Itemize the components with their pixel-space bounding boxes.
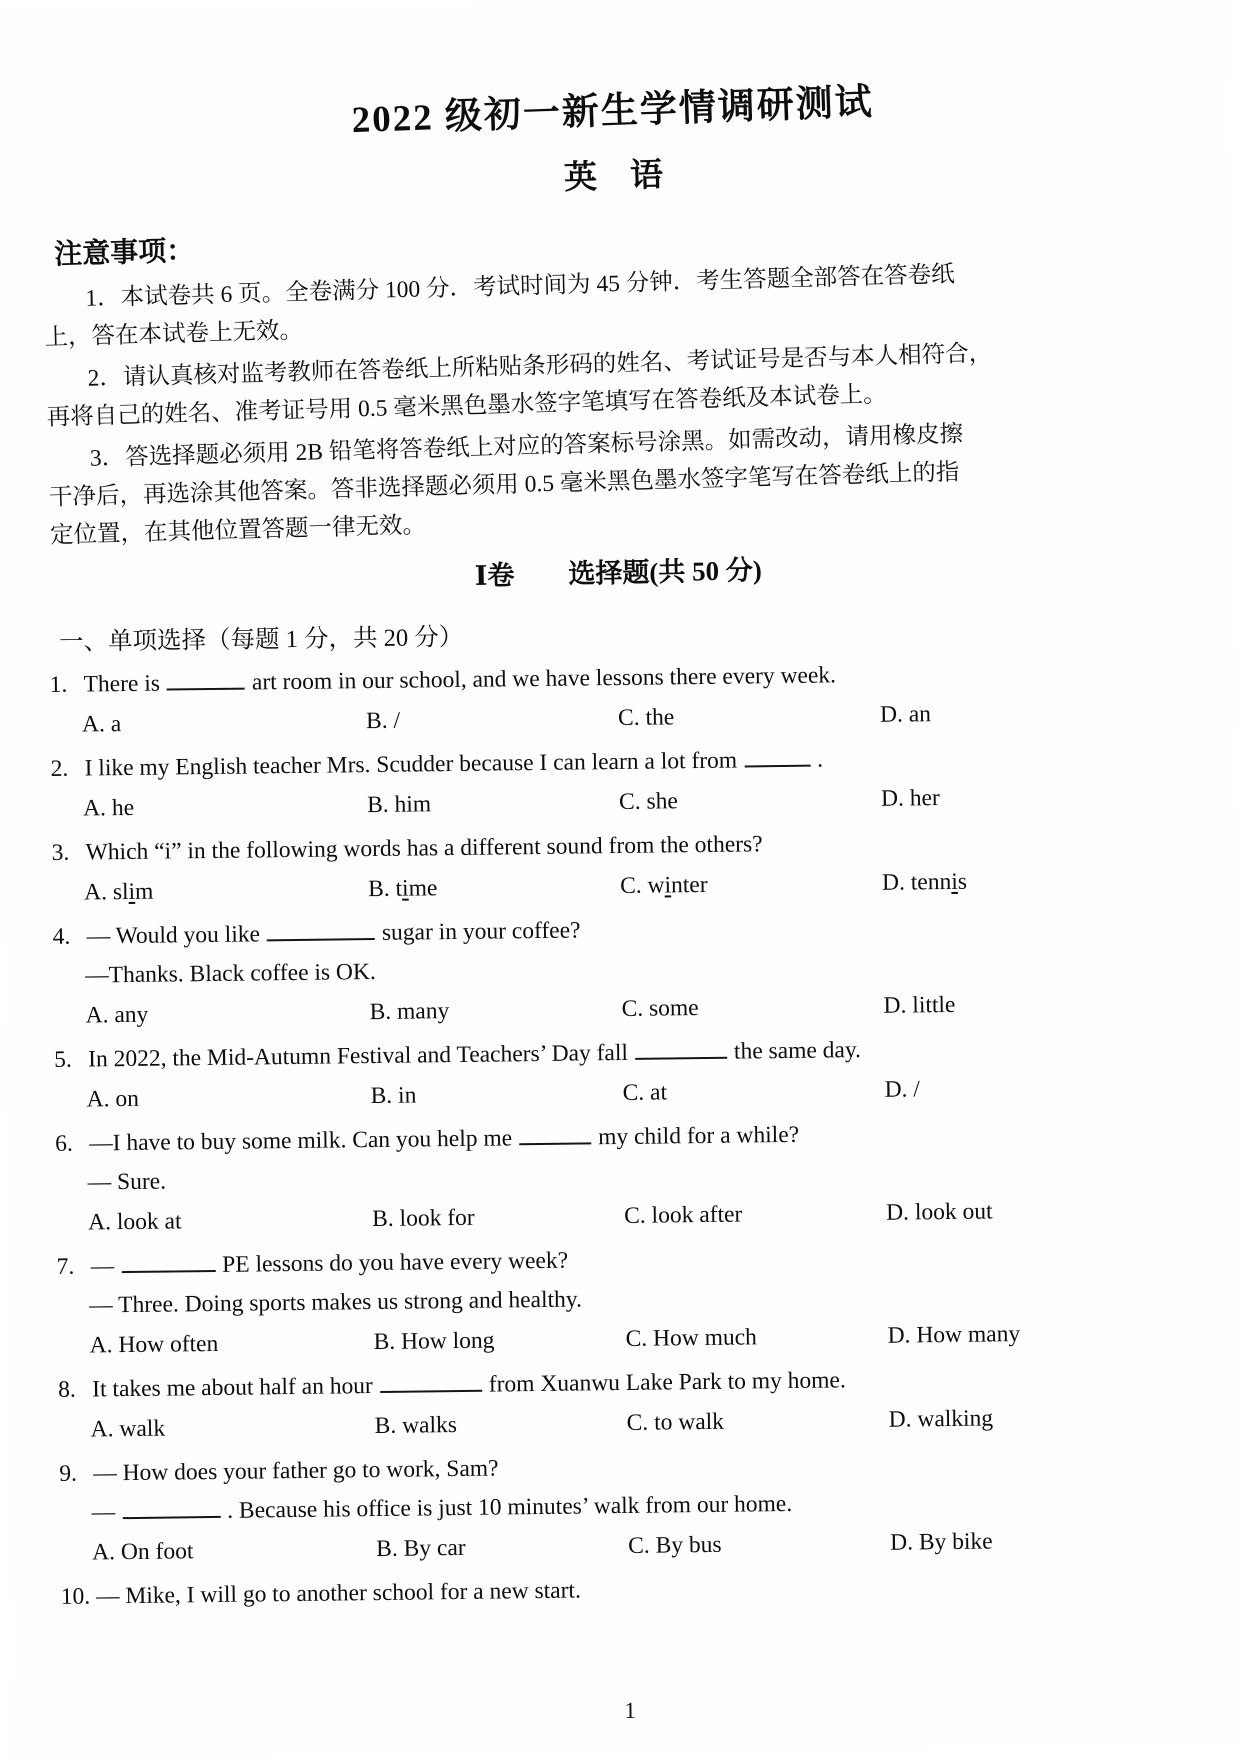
- option-text: many: [396, 998, 450, 1025]
- option-label: B.: [373, 1328, 402, 1356]
- option-label: B.: [367, 875, 396, 903]
- subject-title: 英 语: [563, 157, 664, 197]
- question-number: 4.: [52, 923, 77, 950]
- option-C: [626, 1401, 888, 1443]
- question-text: — Three. Doing sports makes us strong and healthy.: [89, 1286, 583, 1319]
- question-text: It takes me about half an hour: [92, 1373, 373, 1403]
- option-text: look at: [116, 1208, 182, 1236]
- option-C: [628, 1524, 890, 1566]
- question: [52, 904, 1193, 1036]
- answer-blank: [121, 1250, 215, 1273]
- option-D: [882, 860, 1192, 903]
- option-label: C.: [618, 788, 647, 816]
- option-C: [625, 1317, 887, 1359]
- option-text: a: [110, 711, 122, 738]
- notice-line: 3．答选择题必须用 2B 铅笔将答卷纸上对应的答案标号涂黑。如需改动，请用橡皮擦: [89, 421, 964, 472]
- option-text: him: [394, 791, 432, 818]
- option-label: C.: [617, 704, 646, 732]
- option-label: C.: [622, 1079, 651, 1106]
- question-text: — Would you like: [86, 921, 261, 950]
- option-text: to walk: [653, 1408, 725, 1436]
- part-heading: 一、单项选择（每题 1 分，共 20 分）: [58, 623, 464, 656]
- option-C: [620, 864, 882, 906]
- option-label: C.: [628, 1532, 656, 1559]
- option-B: [373, 1320, 625, 1362]
- question-number: 9.: [59, 1460, 83, 1487]
- option-label: C.: [626, 1409, 655, 1436]
- option-C: [618, 696, 880, 738]
- question-stem: [61, 1564, 1201, 1617]
- option-label: C.: [619, 872, 648, 899]
- option-text: look after: [651, 1201, 743, 1229]
- option-B: [376, 1527, 628, 1569]
- option-text: i: [664, 872, 672, 899]
- option-D: [880, 692, 1190, 735]
- question: [56, 1234, 1197, 1366]
- option-B: [366, 699, 618, 741]
- question-number: 2.: [50, 755, 75, 782]
- question-number: 7.: [56, 1253, 81, 1280]
- option-D: [884, 1067, 1194, 1110]
- option-D: [886, 1190, 1196, 1233]
- option-label: D.: [884, 1076, 914, 1103]
- option-text: How many: [916, 1321, 1021, 1349]
- option-D: [890, 1520, 1200, 1563]
- notice-heading: 注意事项：: [53, 235, 195, 271]
- option-label: C.: [625, 1325, 654, 1352]
- question-text: —Thanks. Black coffee is OK.: [85, 958, 376, 989]
- question-text: I like my English teacher Mrs. Scudder because I can learn a lot from: [84, 747, 738, 782]
- option-label: C.: [623, 1202, 652, 1229]
- option-label: A.: [88, 1209, 118, 1236]
- question-number: 3.: [51, 839, 76, 866]
- answer-blank: [519, 1122, 591, 1145]
- option-text: walks: [401, 1412, 458, 1439]
- option-label: A.: [81, 711, 111, 738]
- option-text: walking: [917, 1405, 994, 1433]
- option-text: How long: [400, 1327, 495, 1355]
- notice-items: [43, 249, 1190, 555]
- question: [55, 1111, 1196, 1243]
- option-text: m: [134, 878, 154, 905]
- notice-line: 定位置，在其他位置答题一律无效。: [49, 512, 427, 549]
- option-text: some: [648, 995, 699, 1022]
- option-text: in: [397, 1082, 417, 1109]
- option-label: B.: [366, 791, 395, 819]
- option-label: D.: [889, 1529, 920, 1556]
- option-C: [619, 780, 881, 822]
- question: [59, 1441, 1200, 1573]
- notice-line: 再将自己的姓名、准考证号用 0.5 毫米黑色墨水签字笔填写在答卷纸及本试卷上。: [46, 381, 887, 431]
- option-label: B.: [365, 707, 394, 735]
- option-text: i: [401, 875, 409, 902]
- question-number: 5.: [54, 1046, 78, 1073]
- question-text: In 2022, the Mid-Autumn Festival and Teachers’ Day fall: [88, 1039, 629, 1073]
- option-label: D.: [880, 785, 910, 812]
- option-label: A.: [85, 1002, 115, 1029]
- option-label: B.: [374, 1412, 403, 1440]
- question-text: There is: [83, 670, 161, 698]
- notice-section: [42, 201, 1191, 555]
- option-label: B.: [369, 998, 398, 1026]
- answer-blank: [380, 1370, 482, 1393]
- option-B: [368, 867, 620, 909]
- question-text: — How does your father go to work, Sam?: [93, 1455, 499, 1487]
- question-number: 1.: [49, 671, 74, 698]
- question-text: from Xuanwu Lake Park to my home.: [488, 1367, 846, 1398]
- option-label: A.: [89, 1332, 119, 1359]
- option-A: [83, 786, 367, 828]
- notice-line: 上，答在本试卷上无效。: [44, 317, 304, 351]
- question: [58, 1357, 1199, 1450]
- option-C: [622, 1071, 884, 1113]
- option-label: D.: [883, 992, 913, 1019]
- option-A: [88, 1200, 372, 1242]
- option-text: s: [957, 868, 968, 895]
- option-text: w: [647, 872, 665, 899]
- option-label: B.: [370, 1082, 399, 1110]
- option-label: A.: [86, 1086, 116, 1113]
- option-text: How often: [118, 1330, 219, 1359]
- option-text: i: [951, 868, 958, 895]
- option-C: [621, 987, 883, 1029]
- option-label: D.: [879, 701, 909, 728]
- option-text: /: [393, 707, 401, 734]
- question-text: —: [90, 1253, 115, 1280]
- questions: [49, 652, 1201, 1617]
- option-label: D.: [887, 1322, 917, 1349]
- option-text: By bike: [918, 1528, 993, 1556]
- option-text: me: [408, 875, 438, 902]
- option-text: t: [395, 875, 403, 902]
- question-text: — Mike, I will go to another school for a new start.: [95, 1577, 582, 1610]
- option-text: tenn: [910, 868, 952, 896]
- answer-blank: [267, 918, 375, 941]
- question: [50, 736, 1191, 829]
- question-text: .: [816, 746, 824, 773]
- question-text: —: [91, 1499, 116, 1526]
- option-text: i: [128, 878, 136, 906]
- option-label: A.: [90, 1416, 120, 1443]
- option-C: [624, 1194, 886, 1236]
- option-label: D.: [885, 1199, 916, 1226]
- question-text: —I have to buy some milk. Can you help me: [89, 1125, 513, 1157]
- question-text: PE lessons do you have every week?: [222, 1247, 569, 1278]
- option-B: [374, 1404, 626, 1446]
- volume-heading: Ⅰ卷 选择题(共 50 分): [474, 554, 763, 592]
- page-title: 2022 级初一新生学情调研测试: [351, 81, 875, 142]
- option-text: By bus: [655, 1531, 722, 1559]
- option-label: B.: [376, 1535, 404, 1563]
- answer-blank: [167, 668, 245, 691]
- option-A: [86, 1077, 370, 1119]
- option-A: [92, 1530, 376, 1572]
- option-A: [82, 702, 366, 744]
- option-text: at: [649, 1079, 668, 1106]
- option-B: [369, 990, 621, 1032]
- question-number: 6.: [55, 1130, 79, 1157]
- question: [49, 652, 1190, 745]
- option-text: walk: [119, 1415, 166, 1443]
- question-number: 10.: [60, 1583, 97, 1610]
- question-text: my child for a while?: [597, 1121, 800, 1151]
- option-label: C.: [621, 995, 650, 1022]
- question-text: . Because his office is just 10 minutes’ walk from our home.: [227, 1490, 793, 1524]
- answer-blank: [122, 1496, 220, 1519]
- option-text: sl: [112, 879, 129, 906]
- question-text: sugar in your coffee?: [381, 917, 581, 946]
- option-text: /: [913, 1076, 921, 1103]
- notice-line: 2．请认真核对监考教师在答卷纸上所粘贴条形码的姓名、考试证号是否与本人相符合，: [87, 340, 993, 392]
- option-text: look out: [914, 1198, 993, 1226]
- option-text: look for: [399, 1204, 475, 1232]
- question: [51, 820, 1192, 913]
- notice-line: 干净后，再选涂其他答案。答非选择题必须用 0.5 毫米黑色墨水签字笔写在答卷纸上的指: [48, 459, 960, 511]
- option-B: [367, 783, 619, 825]
- answer-blank: [744, 745, 810, 768]
- page-number: 1: [624, 1697, 637, 1724]
- question-text: art room in our school, and we have lessons there every week.: [251, 662, 837, 696]
- option-B: [370, 1074, 622, 1116]
- option-text: she: [646, 788, 679, 815]
- option-D: [888, 1397, 1198, 1440]
- option-text: the: [645, 704, 675, 731]
- option-A: [89, 1323, 373, 1365]
- option-text: How much: [652, 1324, 758, 1352]
- option-text: an: [908, 701, 932, 728]
- option-label: A.: [83, 879, 114, 906]
- question-text: — Sure.: [87, 1168, 167, 1196]
- option-label: B.: [372, 1205, 400, 1233]
- option-text: any: [114, 1001, 149, 1029]
- option-label: D.: [888, 1406, 918, 1433]
- question-text: the same day.: [733, 1037, 862, 1065]
- option-D: [887, 1313, 1197, 1356]
- option-text: her: [909, 785, 940, 812]
- option-label: A.: [82, 795, 113, 822]
- question: [54, 1027, 1195, 1120]
- question: [61, 1564, 1201, 1617]
- option-text: little: [912, 991, 956, 1019]
- option-text: he: [111, 794, 135, 822]
- option-text: on: [115, 1085, 140, 1113]
- answer-blank: [635, 1037, 727, 1060]
- option-B: [372, 1197, 624, 1239]
- option-text: nter: [670, 871, 708, 899]
- notice-line: 1．本试卷共 6 页。全卷满分 100 分．考试时间为 45 分钟．考生答题全部答在答卷纸: [85, 261, 956, 312]
- option-label: D.: [881, 869, 911, 896]
- option-D: [881, 776, 1191, 819]
- option-A: [90, 1407, 374, 1449]
- option-A: [85, 993, 369, 1035]
- option-text: By car: [403, 1534, 466, 1562]
- question-text: Which “i” in the following words has a different sound from the others?: [85, 831, 763, 866]
- option-text: On foot: [120, 1538, 194, 1566]
- option-A: [84, 870, 368, 912]
- option-D: [883, 983, 1193, 1026]
- option-label: A.: [92, 1539, 122, 1566]
- question-number: 8.: [58, 1376, 82, 1403]
